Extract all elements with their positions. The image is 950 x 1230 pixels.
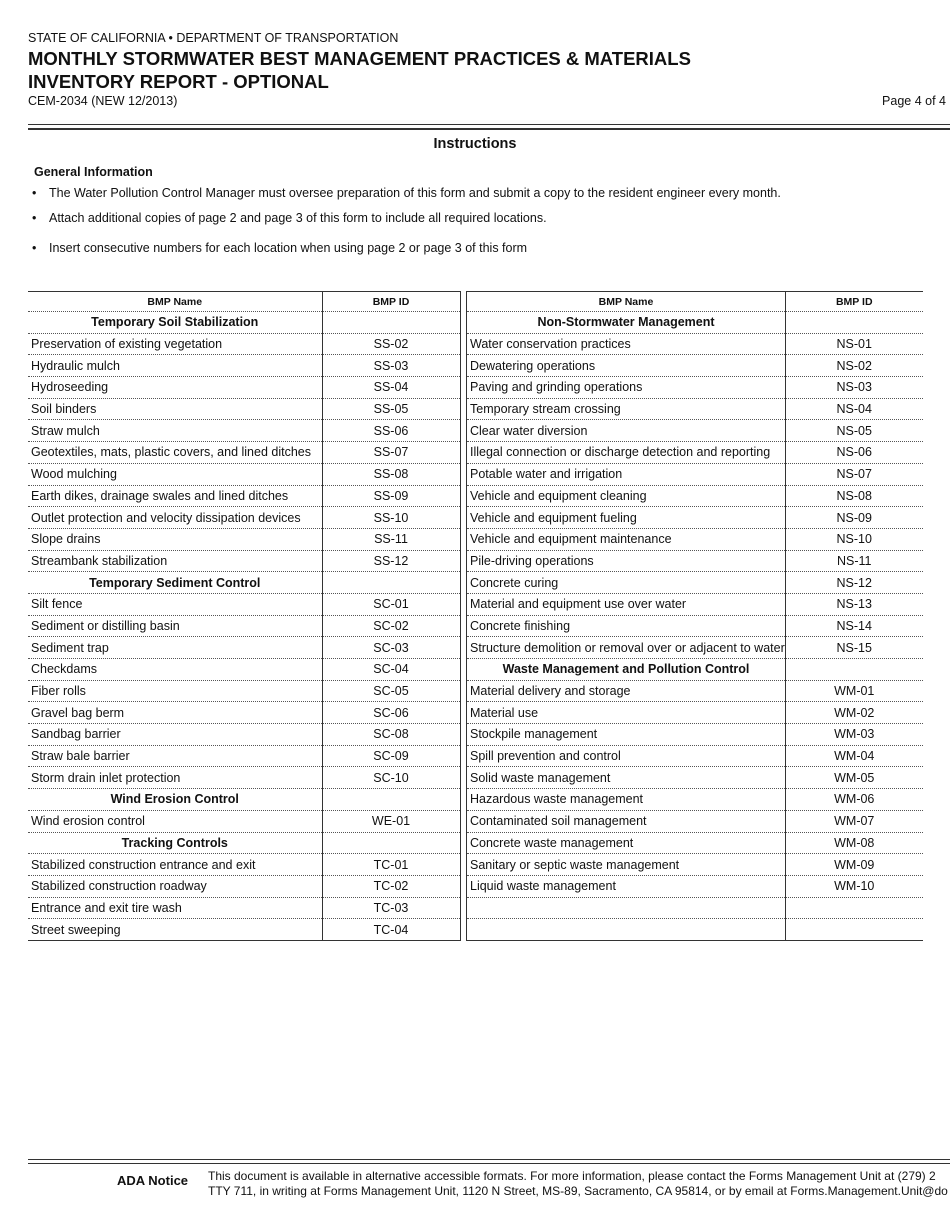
table-row: [467, 593, 923, 615]
table-row: [467, 680, 923, 702]
bmp-id: SS-04: [322, 377, 460, 399]
table-row: [28, 463, 460, 485]
bmp-name: Temporary stream crossing: [467, 398, 786, 420]
bmp-id: [322, 572, 460, 594]
footer-divider: [28, 1159, 950, 1160]
bmp-id: SS-12: [322, 550, 460, 572]
bmp-name: Vehicle and equipment cleaning: [467, 485, 786, 507]
category-name: Waste Management and Pollution Control: [467, 659, 786, 681]
table-row: [467, 832, 923, 854]
bmp-id: TC-03: [322, 897, 460, 919]
footer-divider-2: [28, 1163, 950, 1164]
bmp-id: SS-06: [322, 420, 460, 442]
table-row: [28, 528, 460, 550]
bmp-id: SS-02: [322, 333, 460, 355]
bmp-name: Vehicle and equipment maintenance: [467, 528, 786, 550]
table-row: [467, 854, 923, 876]
category-name: Tracking Controls: [28, 832, 322, 854]
table-row: [467, 507, 923, 529]
page-number: Page 4 of 4: [882, 94, 946, 108]
table-row: [28, 442, 460, 464]
bmp-id: [786, 659, 923, 681]
bmp-id: SC-08: [322, 724, 460, 746]
bmp-name: Hydroseeding: [28, 377, 322, 399]
bmp-name: Street sweeping: [28, 919, 322, 941]
bmp-id: NS-06: [786, 442, 923, 464]
bmp-id: NS-01: [786, 333, 923, 355]
table-row: [467, 767, 923, 789]
table-row: [28, 333, 460, 355]
bmp-name-header: BMP Name: [467, 292, 786, 312]
category-name: Temporary Sediment Control: [28, 572, 322, 594]
bmp-id: SC-01: [322, 593, 460, 615]
bmp-id: NS-13: [786, 593, 923, 615]
table-row: [467, 724, 923, 746]
table-row: [467, 355, 923, 377]
table-row: [28, 615, 460, 637]
bmp-id: WM-09: [786, 854, 923, 876]
ada-notice-line1: This document is available in alternative accessible formats. For more information, please contact the Forms Management Unit at (279) 2: [208, 1169, 936, 1183]
bmp-name: Illegal connection or discharge detection and reporting: [467, 442, 786, 464]
bmp-name: Straw bale barrier: [28, 745, 322, 767]
bmp-name: [467, 897, 786, 919]
bmp-name: Vehicle and equipment fueling: [467, 507, 786, 529]
category-row: [28, 312, 460, 334]
bmp-id: [786, 919, 923, 941]
category-name: Non-Stormwater Management: [467, 312, 786, 334]
bmp-name: Concrete curing: [467, 572, 786, 594]
bmp-id: SS-10: [322, 507, 460, 529]
bmp-name: Hydraulic mulch: [28, 355, 322, 377]
table-row: [28, 875, 460, 897]
bmp-id: WM-01: [786, 680, 923, 702]
bmp-name: Wind erosion control: [28, 810, 322, 832]
ada-notice-label: ADA Notice: [117, 1173, 189, 1188]
bmp-id: NS-05: [786, 420, 923, 442]
table-row: [28, 702, 460, 724]
bmp-name: Entrance and exit tire wash: [28, 897, 322, 919]
category-row: [28, 789, 460, 811]
bmp-id: NS-11: [786, 550, 923, 572]
bmp-id: SC-10: [322, 767, 460, 789]
bmp-name: Material and equipment use over water: [467, 593, 786, 615]
bmp-id-header: BMP ID: [322, 292, 460, 312]
bmp-name: Stabilized construction roadway: [28, 875, 322, 897]
bmp-name: Straw mulch: [28, 420, 322, 442]
bmp-name: Stabilized construction entrance and exit: [28, 854, 322, 876]
bmp-name: Gravel bag berm: [28, 702, 322, 724]
table-row: [467, 810, 923, 832]
ada-notice-line2: TTY 711, in writing at Forms Management Unit, 1120 N Street, MS-89, Sacramento, CA 95814, or by email at Forms.Management.Unit@do: [208, 1184, 948, 1198]
table-row: [467, 398, 923, 420]
bmp-id: SC-06: [322, 702, 460, 724]
bmp-id: SS-07: [322, 442, 460, 464]
bmp-id: WM-08: [786, 832, 923, 854]
bmp-id: [786, 312, 923, 334]
table-row: [28, 897, 460, 919]
bmp-id: NS-14: [786, 615, 923, 637]
bmp-name: Outlet protection and velocity dissipation devices: [28, 507, 322, 529]
bmp-name: Dewatering operations: [467, 355, 786, 377]
bmp-id: SC-05: [322, 680, 460, 702]
instruction-bullet: • Insert consecutive numbers for each location when using page 2 or page 3 of this form: [32, 241, 528, 255]
table-row: [467, 442, 923, 464]
bmp-name: Material delivery and storage: [467, 680, 786, 702]
bmp-name: Sediment or distilling basin: [28, 615, 322, 637]
category-row: [467, 312, 923, 334]
bmp-name: Concrete finishing: [467, 615, 786, 637]
table-row: [28, 767, 460, 789]
bmp-name: Spill prevention and control: [467, 745, 786, 767]
bmp-id: WM-07: [786, 810, 923, 832]
table-row: [467, 550, 923, 572]
table-row: [28, 355, 460, 377]
bmp-name: Soil binders: [28, 398, 322, 420]
table-row: [28, 377, 460, 399]
bmp-id: WM-05: [786, 767, 923, 789]
bmp-name: Material use: [467, 702, 786, 724]
table-row: [467, 485, 923, 507]
table-row: [28, 637, 460, 659]
bmp-id: [322, 832, 460, 854]
table-row: [28, 745, 460, 767]
table-row: [28, 550, 460, 572]
bmp-id: [322, 312, 460, 334]
instructions-title: Instructions: [433, 136, 517, 152]
bmp-name: Potable water and irrigation: [467, 463, 786, 485]
bmp-name: Structure demolition or removal over or adjacent to water: [467, 637, 786, 659]
bmp-name: Silt fence: [28, 593, 322, 615]
table-row: [467, 897, 923, 919]
bmp-name: Clear water diversion: [467, 420, 786, 442]
table-row: [28, 810, 460, 832]
table-row: [28, 420, 460, 442]
instruction-bullet: • The Water Pollution Control Manager must oversee preparation of this form and submit a copy to the resident engineer every month.: [32, 186, 781, 200]
bmp-name: Water conservation practices: [467, 333, 786, 355]
bmp-id: NS-07: [786, 463, 923, 485]
bmp-id: NS-09: [786, 507, 923, 529]
category-row: [28, 832, 460, 854]
table-row: [28, 398, 460, 420]
table-row: [467, 702, 923, 724]
category-name: Wind Erosion Control: [28, 789, 322, 811]
bmp-id: NS-03: [786, 377, 923, 399]
bmp-table-right: [466, 291, 923, 941]
table-row: [28, 485, 460, 507]
header-divider-thick: [28, 128, 950, 130]
header-divider: [28, 124, 950, 125]
bmp-id: SC-02: [322, 615, 460, 637]
table-row: [467, 420, 923, 442]
bmp-id: NS-08: [786, 485, 923, 507]
bmp-id: WM-04: [786, 745, 923, 767]
table-row: [467, 789, 923, 811]
bmp-id: TC-01: [322, 854, 460, 876]
bmp-name: Stockpile management: [467, 724, 786, 746]
bmp-id: SC-04: [322, 659, 460, 681]
category-name: Temporary Soil Stabilization: [28, 312, 322, 334]
table-row: [28, 593, 460, 615]
bmp-name: Liquid waste management: [467, 875, 786, 897]
bmp-id: NS-10: [786, 528, 923, 550]
category-row: [467, 659, 923, 681]
bmp-id-header: BMP ID: [786, 292, 923, 312]
table-row: [467, 615, 923, 637]
bmp-name: Earth dikes, drainage swales and lined ditches: [28, 485, 322, 507]
form-header: [28, 30, 946, 109]
bmp-id: NS-12: [786, 572, 923, 594]
form-number: CEM-2034 (NEW 12/2013): [28, 94, 178, 108]
bmp-name: [467, 919, 786, 941]
bmp-name: Streambank stabilization: [28, 550, 322, 572]
bmp-id: [786, 897, 923, 919]
form-title-line2: INVENTORY REPORT - OPTIONAL: [28, 71, 329, 92]
bmp-id: SS-09: [322, 485, 460, 507]
bmp-id: [322, 789, 460, 811]
bmp-id: TC-04: [322, 919, 460, 941]
bmp-name: Checkdams: [28, 659, 322, 681]
table-header-row: [28, 292, 460, 312]
table-row: [467, 333, 923, 355]
bmp-name-header: BMP Name: [28, 292, 322, 312]
table-row: [467, 377, 923, 399]
category-row: [28, 572, 460, 594]
bmp-id: NS-02: [786, 355, 923, 377]
bmp-id: SS-08: [322, 463, 460, 485]
table-row: [28, 724, 460, 746]
table-row: [467, 875, 923, 897]
table-header-row: [467, 292, 923, 312]
form-number-row: [28, 93, 946, 109]
bmp-id: SS-11: [322, 528, 460, 550]
bmp-id: WE-01: [322, 810, 460, 832]
table-row: [467, 919, 923, 941]
bmp-name: Wood mulching: [28, 463, 322, 485]
bmp-id: WM-06: [786, 789, 923, 811]
form-title-line1: MONTHLY STORMWATER BEST MANAGEMENT PRACTICES & MATERIALS: [28, 48, 691, 69]
general-info-heading: General Information: [34, 165, 153, 179]
bmp-table-left: [28, 291, 461, 941]
bmp-name: Paving and grinding operations: [467, 377, 786, 399]
table-row: [467, 745, 923, 767]
instruction-bullet: • Attach additional copies of page 2 and page 3 of this form to include all required locations.: [32, 211, 547, 225]
bmp-name: Concrete waste management: [467, 832, 786, 854]
bmp-id: WM-03: [786, 724, 923, 746]
bmp-name: Hazardous waste management: [467, 789, 786, 811]
bmp-id: SC-03: [322, 637, 460, 659]
bmp-id: TC-02: [322, 875, 460, 897]
bmp-name: Storm drain inlet protection: [28, 767, 322, 789]
table-row: [28, 680, 460, 702]
table-row: [467, 637, 923, 659]
bmp-name: Contaminated soil management: [467, 810, 786, 832]
bmp-name: Sanitary or septic waste management: [467, 854, 786, 876]
bmp-name: Slope drains: [28, 528, 322, 550]
bmp-name: Sediment trap: [28, 637, 322, 659]
bmp-name: Solid waste management: [467, 767, 786, 789]
bmp-id: WM-02: [786, 702, 923, 724]
bmp-name: Sandbag barrier: [28, 724, 322, 746]
bmp-id: SC-09: [322, 745, 460, 767]
bmp-id: NS-15: [786, 637, 923, 659]
bmp-id: NS-04: [786, 398, 923, 420]
table-row: [28, 854, 460, 876]
table-row: [28, 919, 460, 941]
table-row: [467, 463, 923, 485]
table-row: [28, 507, 460, 529]
table-row: [467, 528, 923, 550]
bmp-name: Fiber rolls: [28, 680, 322, 702]
bmp-id: SS-05: [322, 398, 460, 420]
bmp-name: Geotextiles, mats, plastic covers, and lined ditches: [28, 442, 322, 464]
ada-notice-text: [208, 1169, 950, 1199]
table-row: [467, 572, 923, 594]
agency-line: STATE OF CALIFORNIA • DEPARTMENT OF TRANSPORTATION: [28, 31, 399, 45]
table-row: [28, 659, 460, 681]
bmp-id: WM-10: [786, 875, 923, 897]
bmp-name: Preservation of existing vegetation: [28, 333, 322, 355]
bmp-id: SS-03: [322, 355, 460, 377]
bmp-name: Pile-driving operations: [467, 550, 786, 572]
